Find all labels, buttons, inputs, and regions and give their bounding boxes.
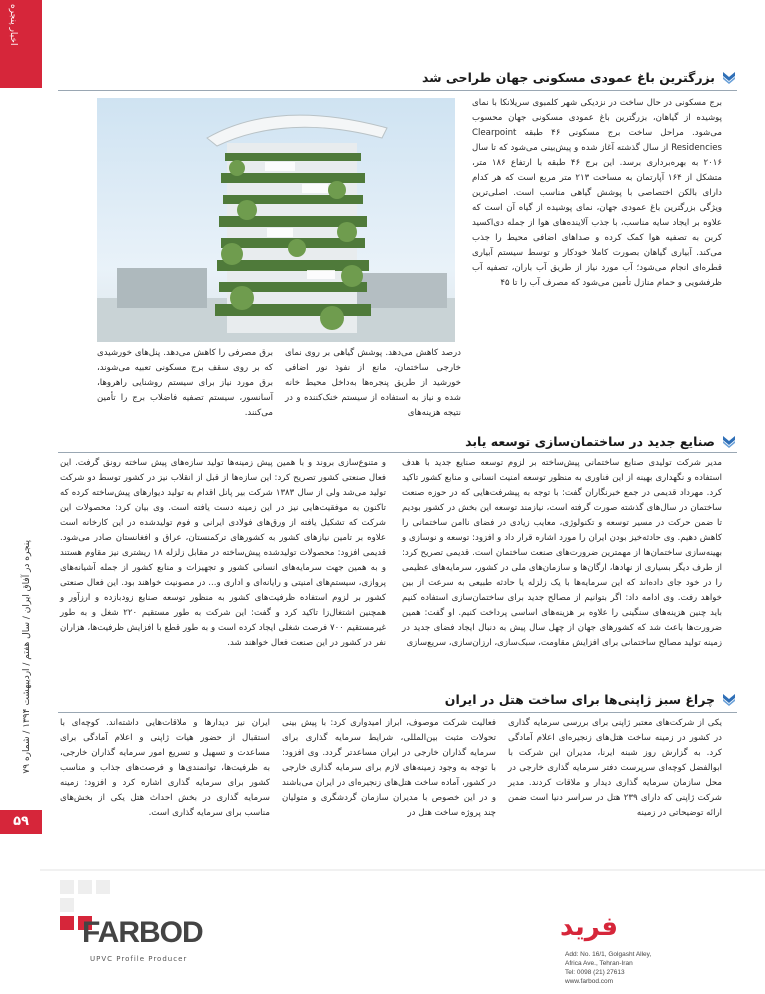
farbod-tagline: UPVC Profile Producer [90,955,188,963]
divider [58,712,737,713]
article3-title: چراغ سبز ژاپنی‌ها برای ساخت هتل در ایران [444,691,715,707]
article2-text-right: مدیر شرکت تولیدی صنایع ساختمانی پیش‌ساخته بر لزوم توسعه صنایع جدید با هدف استفاده و نگهداری بهینه از این فناوری به منظور توسعه امنیت انسانی و منابع کشور تاکید کرد. مهرداد قدیمی در جمع خبرنگاران گفت: با توجه به پیشرفت‌هایی که در حوزه صنعت ساختمان در سال‌های گذشته صورت گرفته است، نیازمند توسعه این بخش در کشور بودیم تا ضمن حرکت در مسیر توسعه و تکنولوژی، معایب زیادی در فضای ناامن ساختمانی را کاهش دهیم. وی حادثه‌خیز بودن ایران را مورد اشاره قرار داد و افزود: توسعه و نوسازی و بهینه‌سازی ساختمان‌ها از مهمترین ضرورت‌های صنعت ساختمان است. قدیمی تصریح کرد: از طرف دیگر بسیاری از نهادها، ارگان‌ها و سازمان‌های ملی در کشور، سرمایه‌های عظیمی را در خود جای داده‌اند که این سرمایه‌ها با یک زلزله یا حادثه طبیعی به سرعت از بین خواهد رفت. وی ادامه داد: اگر بتوانیم از مصالح جدید برای ساختمان‌سازی استفاده کنیم باید چنین هزینه‌های سنگینی را علاوه بر هزینه‌های اساسی پرداخت کنیم. او گفت: همین ضرورت‌ها باعث شد که کشورهای جهان از چهل سال پیش به دنبال ایجاد فضای جدید در زمینه تولید مصالح ساختمانی برای افزایش مقاومت، سبک‌سازی، ارزان‌سازی، سریع‌سازی [402,458,722,648]
fard-logo-text: فرید [560,912,618,942]
chevron-down-icon [721,691,737,707]
article3-header [445,686,737,712]
article2-title: صنایع جدید در ساختمان‌سازی توسعه یابد [465,433,715,449]
company-address [565,950,651,986]
address-line: Africa Ave., Tehran-Iran [565,960,633,967]
article2-text-left: و متنوع‌سازی بروند و با همین پیش زمینه‌ها تولید سازه‌های پیش ساخته رونق گرفت. این فعال صنعتی کشور تصریح کرد: این سازه‌ها از قبل از انقلاب نیز در کشور توسط دو شرکت تولید می‌شد ولی از سال ۱۳۸۳ شرکت بیر پانل اقدام به تولید دیوارهای پیش‌ساخته کرده که تاکنون به موفقیت‌هایی نیز در این زمینه دست یافته است. وی بیان کرد: محصولات این شرکت که تشکیل یافته از ورق‌های فولادی ایرانی و فوم تولید‌شده در این کارخانه است علاوه بر تامین نیازهای کشور به کشورهای ترکمنستان، عراق و افغانستان صادر می‌شود. قدیمی افزود: محصولات تولیدشده پیش‌ساخته در مقابل زلزله ۱۸ ریشتری نیز مقاوم هستند و به همین جهت سرمایه‌های انسانی کشور و تجهیزات و منابع کشور از جمله آشیانه‌های پروازی، سیستم‌های امنیتی و رایانه‌ای و اداری و... در مصونیت خواهند بود. این فعال صنعتی کشور بر لزوم استفاده ظرفیت‌های کشور به منظور توسعه صنایع زودبازده و ارزآور و همچنین اشتغال‌زا تاکید کرد و گفت: این شرکت به طور مستقیم ۲۲۰ شغل و به طور غیرمستقیم ۷۰۰ فرصت شغلی ایجاد کرده است و به طور قطع با افزایش ظرفیت‌ها، هزاران نفر در کشور در این صنعت فعال خواهند شد. [60,458,386,648]
article3-text-col3: ایران نیز دیدارها و ملاقات‌هایی داشته‌اند. کوچه‌ای با استقبال از حضور هیات ژاپنی و اعلام آمادگی برای مساعدت و تسهیل و تسریع امور سرمایه گذاران خارجی، به ظرفیت‌ها، توانمندی‌ها و فرصت‌های جذاب و مناسب کشور برای سرمایه گذاری اشاره کرد و افزود: زمینه سرمایه گذاری در بخش احداث هتل یکی از بخش‌های مناسب برای سرمایه گذاری است. [60,718,270,818]
article1-title: بزرگترین باغ عمودی مسکونی جهان طراحی شد [422,69,715,85]
article3-text-col1: یکی از شرکت‌های معتبر ژاپنی برای بررسی سرمایه گذاری در کشور در زمینه ساخت هتل‌های زنجیره‌ای اعلام آمادگی کرد. به گزارش روز شبنه ایرنا، مدیران این شرکت با ابوالفضل کوچه‌ای سرپرست دفتر سرمایه گذاری خارجی در محل سازمان سرمایه گذاری دیدار و ملاقات کردند. مدیر شرکت ژاپنی که دارای ۲۳۹ هتل در سراسر دنیا است ضمن ارائه توضیحاتی در زمینه [508,718,722,818]
divider [58,90,737,91]
vertical-garden-tower-photo [97,98,455,342]
article1-header [422,64,737,90]
article1-text-left: برق مصرفی را کاهش می‌دهد. پنل‌های خورشیدی که بر روی سقف برج مسکونی تعبیه می‌شوند، برق مورد نیاز برای سیستم روشنایی راهروها، آسانسور، سیستم تصفیه فاضلاب برج را تأمین می‌کنند. [97,348,273,418]
farbod-logo-text: FARBOD [82,916,203,949]
chevron-down-icon [721,433,737,449]
chevron-down-icon [721,69,737,85]
article1-text-right: برج مسکونی در حال ساخت در نزدیکی شهر کلمبوی سریلانکا با نمای پوشیده از گیاهان، بزرگترین باغ عمودی مسکونی جهان محسوب می‌شود. مراحل ساخت برج مسکونی ۴۶ طبقه Clearpoint Residencies از سال گذشته آغاز شده و پیش‌بینی می‌شود که تا سال ۲۰۱۶ به بهره‌برداری برسد. این برج ۴۶ طبقه با ارتفاع ۱۸۶ متر، متشکل از ۱۶۴ آپارتمان به مساحت ۲۱۳ متر مربع است که هر کدام دارای بالکن اختصاصی با پوشش گیاهی مناسب است. اصلی‌ترین ویژگی بزرگترین باغ عمودی جهان، نمای پوشیده از گیاه آن است که علاوه بر ایجاد سایه مناسب، با جذب آلاینده‌های هوا از جمله دی‌اکسید کربن به تصفیه هوا کمک کرده و صداهای اضافی محیط را جذب می‌کند. آبیاری گیاهان بصورت کاملا خودکار و توسط سیستم آبیاری قطره‌ای انجام می‌شود؛ آب مورد نیاز از طریق آب باران، تصفیه آب ظرفشویی و حمام منازل تأمین می‌شود که مصرف آب را تا ۴۵ [472,98,723,288]
address-line: Add: No. 16/1, Golgasht Alley, [565,951,652,958]
divider [58,452,737,453]
section-tag-strip [0,0,42,88]
article2-header [465,428,737,454]
article1-text-middle: درصد کاهش می‌دهد. پوشش گیاهی بر روی نمای خارجی ساختمان، مانع از نفوذ نور اضافی خورشید از طریق پنجره‌ها به‌داخل محیط خانه شده و نیاز به استفاده از سیستم خنک‌کننده و در نتیجه هزینه‌های [285,348,461,418]
issue-info-vertical: پنجره در آفاق ایران / سال هفتم / اردیبهشت ۱۳۹۴ / شماره ۷۹ [22,540,32,774]
article3-text-col2: فعالیت شرکت موصوف، ابراز امیدواری کرد: با پیش بینی تحولات مثبت بین‌المللی، شرایط سرمایه گذاری برای سرمایه گذاران خارجی در ایران مساعدتر گردد. وی افزود: با توجه به وجود زمینه‌های لازم برای سرمایه گذاری خارجی در کشور، آماده ساخت هتل‌های زنجیره‌ای در ایران می‌باشند و در این خصوص با مدیران سازمان گردشگری و متولیان چند پروژه ساخت هتل در [282,718,496,818]
address-line: Tel: 0098 (21) 27613 [565,969,625,976]
tower-illustration [97,98,455,342]
address-line: www.farbod.com [565,978,614,985]
section-tag-label: اخبار پنجره [8,4,18,46]
page-number: ۵۹ [0,810,42,834]
